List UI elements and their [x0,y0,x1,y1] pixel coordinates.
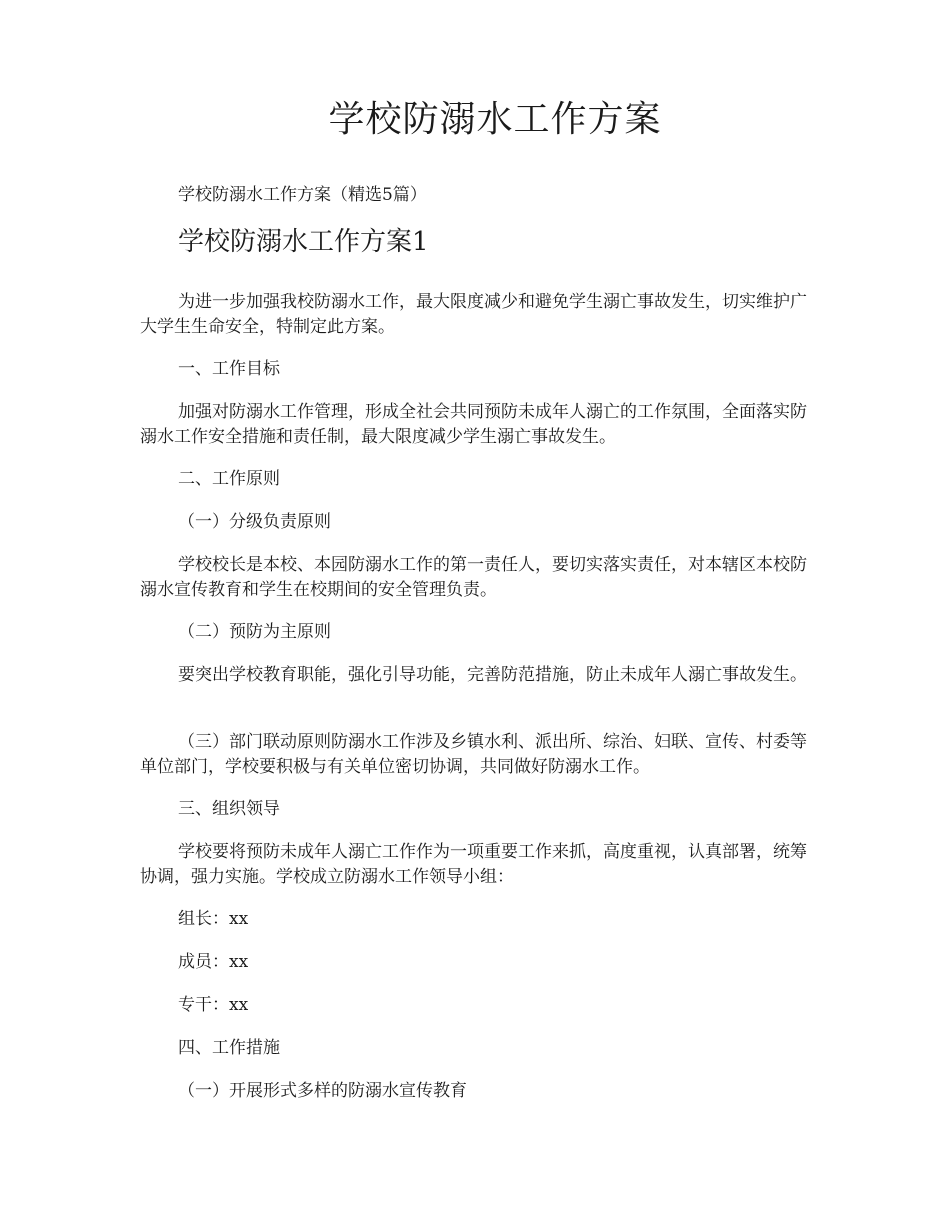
prevention-paragraph: 要突出学校教育职能，强化引导功能，完善防范措施，防止未成年人溺亡事故发生。 [178,665,807,685]
heading-work-measures: 四、工作措施 [178,1038,280,1058]
organization-paragraph: 学校要将预防未成年人溺亡工作作为一项重要工作来抓，高度重视，认真部署，统筹协调，强力实施。学校成立防溺水工作领导小组： [140,842,807,887]
members-line: 成员：xx [178,952,249,972]
leader-line: 组长：xx [178,909,249,929]
section-title: 学校防溺水工作方案1 [178,227,429,257]
subheading-publicity-education: （一）开展形式多样的防溺水宣传教育 [178,1081,467,1101]
heading-work-principle: 二、工作原则 [178,469,280,489]
subheading-graded-responsibility: （一）分级负责原则 [178,512,331,532]
document-title: 学校防溺水工作方案 [328,99,662,140]
heading-organization: 三、组织领导 [178,799,280,819]
coordination-paragraph: （三）部门联动原则防溺水工作涉及乡镇水利、派出所、综治、妇联、宣传、村委等单位部门，学校要积极与有关单位密切协调，共同做好防溺水工作。 [140,732,807,777]
heading-work-goal: 一、工作目标 [178,359,280,379]
subheading-prevention-first: （二）预防为主原则 [178,622,331,642]
responsibility-paragraph: 学校校长是本校、本园防溺水工作的第一责任人，要切实落实责任，对本辖区本校防溺水宣传教育和学生在校期间的安全管理负责。 [140,555,807,600]
intro-paragraph: 为进一步加强我校防溺水工作，最大限度减少和避免学生溺亡事故发生，切实维护广大学生生命安全，特制定此方案。 [140,292,807,337]
staff-line: 专干：xx [178,995,249,1015]
document-subtitle: 学校防溺水工作方案（精选5篇） [178,185,427,205]
goal-paragraph: 加强对防溺水工作管理，形成全社会共同预防未成年人溺亡的工作氛围，全面落实防溺水工作安全措施和责任制，最大限度减少学生溺亡事故发生。 [140,402,807,447]
